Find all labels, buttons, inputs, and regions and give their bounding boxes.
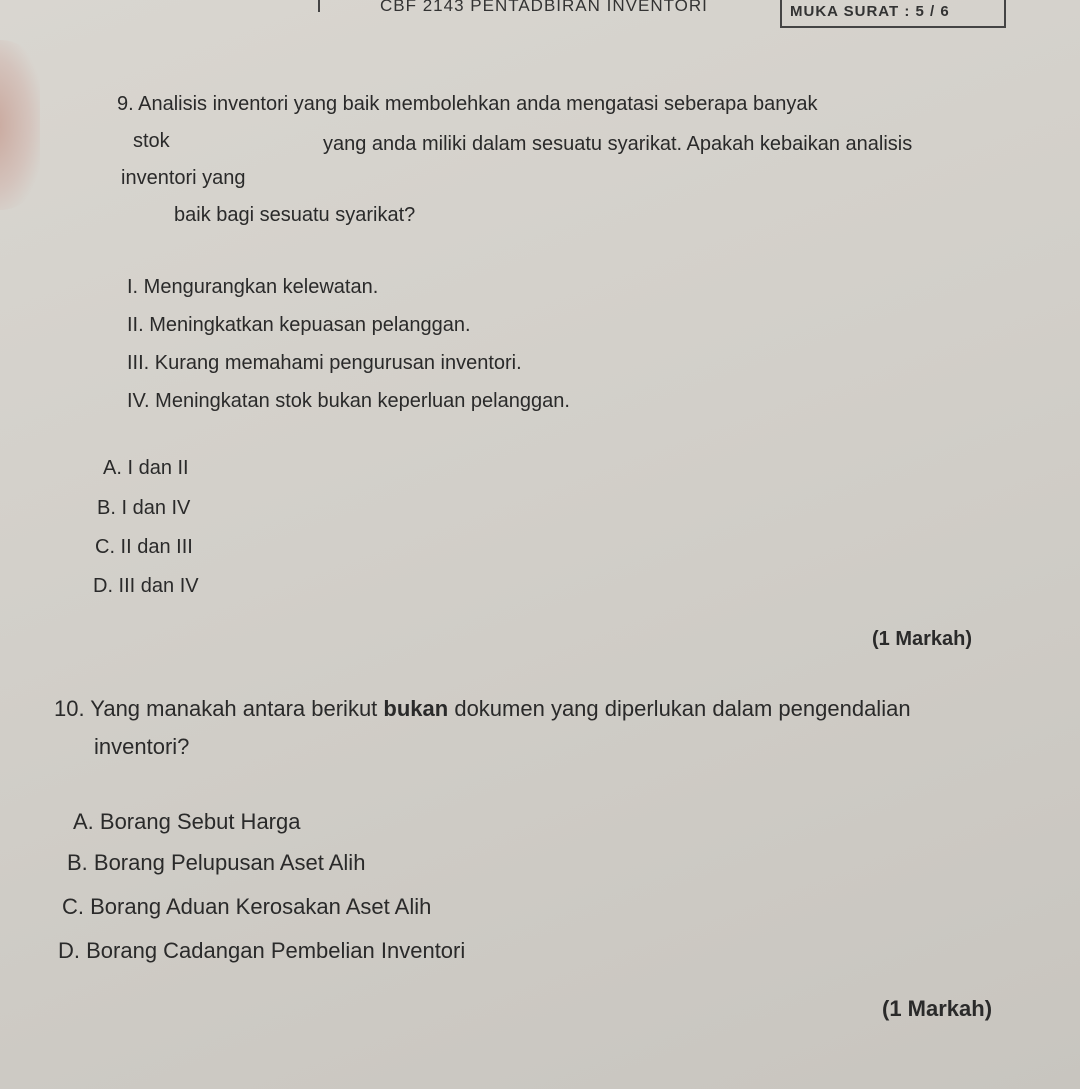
course-code: CBF 2143 PENTADBIRAN INVENTORI: [380, 0, 708, 15]
page-number: MUKA SURAT : 5 / 6: [790, 3, 950, 20]
q9-option-a: A. I dan II: [103, 457, 189, 479]
q10-mark: (1 Markah): [882, 996, 993, 1021]
q10-line2: inventori?: [94, 734, 190, 759]
q9-statement-2: II. Meningkatkan kepuasan pelanggan.: [127, 314, 471, 336]
q10-option-c: C. Borang Aduan Kerosakan Aset Alih: [62, 894, 432, 919]
q9-line3: inventori yang: [121, 167, 246, 189]
q10-option-b: B. Borang Pelupusan Aset Alih: [67, 850, 366, 875]
q10-line1: [54, 696, 911, 722]
q9-statement-3: III. Kurang memahami pengurusan inventori.: [127, 352, 522, 374]
q9-line2-start: stok: [133, 130, 170, 152]
q9-option-b: B. I dan IV: [97, 497, 191, 519]
q9-mark: (1 Markah): [872, 628, 973, 650]
q9-line4: baik bagi sesuatu syarikat?: [174, 204, 416, 226]
q10-option-d: D. Borang Cadangan Pembelian Inventori: [58, 938, 466, 963]
q9-line2-rest: yang anda miliki dalam sesuatu syarikat. Apakah kebaikan analisis: [323, 133, 913, 155]
q9-statement-1: I. Mengurangkan kelewatan.: [127, 276, 379, 298]
q9-line1: 9. Analisis inventori yang baik membolehkan anda mengatasi seberapa banyak: [117, 93, 818, 115]
q10-line1-post: dokumen yang diperlukan dalam pengendalian: [448, 696, 911, 721]
q9-option-c: C. II dan III: [95, 536, 193, 558]
q10-line1-pre: 10. Yang manakah antara berikut: [54, 696, 384, 721]
q10-line1-bold: bukan: [383, 696, 449, 721]
finger-shadow: [0, 40, 40, 210]
page-header: [0, 0, 1080, 18]
q9-option-d: D. III dan IV: [93, 575, 199, 597]
q9-statement-4: IV. Meningkatan stok bukan keperluan pelanggan.: [127, 390, 570, 412]
header-divider: [318, 0, 320, 12]
q10-option-a: A. Borang Sebut Harga: [73, 809, 301, 834]
